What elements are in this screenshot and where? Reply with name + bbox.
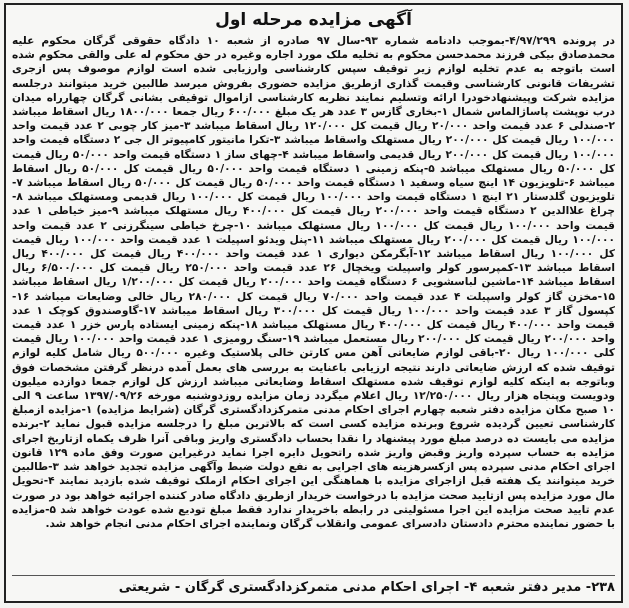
auction-notice: [4, 3, 623, 603]
notice-title: آگهی مزایده مرحله اول: [215, 10, 412, 30]
notice-body: در پرونده ۴/۹۷/۲۹۹-بموجب دادنامه شماره ۹۳-سال ۹۷ صادره از شعبه ۱۰ دادگاه حقوقی گرگان محکوم علیه محمدصادق بیکی فرزند محمدحسن محکوم به تخلیه ملک مورد اجاره وغیره در حق محکوم له علی والقی محکوم شده است باتوجه به عدم تخلیه لوازم زیر توقیف سپس کارشناسی وارزیابی شده است لوازم موصوف پس ازجری تشریفات قانونی کارشناسی وقیمت گذاری ازطریق مزایده حضوری بفروش میرسد طالبین خرید میتوانند درجلسه مزایده شرکت وپیشنهادخودرا ارائه وتسلیم نمایند نظربه کارشناسی ازاموال توقیفی بشانی گرگان چهارراه میدان درب نوپشت پاساژالماس شمال ۱-بخاری گازس ۳ عدد هر یک مبلغ ۶۰۰/۰۰۰ ریال جمعا ۱۸۰۰/۰۰۰ ریال اسقاط میباشد ۲-صندلی ۶ عدد قیمت واحد ۲۰/۰۰۰ ریال قیمت کل ۱۲۰/۰۰۰ ریال اسقاط میباشد ۳-میز کار چوبی ۲ عدد قیمت واحد ۱۰۰/۰۰۰ ریال قیمت کل ۲۰۰/۰۰۰ ریال مستهلک واسقاط میباشد ۳-تکرا مانیتور کامپیوتر ال جی ۲ دستگاه قیمت واحد ۱۰۰/۰۰۰ ریال قیمت کل ۲۰۰/۰۰۰ ریال قدیمی واسقاط میباشد ۴-چهای ساز ۱ دستگاه قیمت واحد ۵۰/۰۰۰ ریال قیمت کل ۵۰/۰۰۰ ریال مستهلک میباشد ۵-پنکه زمینی ۱ دستگاه قیمت واحد ۵۰/۰۰۰ ریال قیمت کل ۵۰/۰۰۰ ریال اسقاط میباشد ۶-تلویزیون ۱۴ اینچ سیاه وسفید ۱ دستگاه قیمت واحد ۵۰/۰۰۰ ریال قیمت کل ۵۰/۰۰۰ ریال اسقاط میباشد ۷-تلویزیون گلدستار ۲۱ اینچ ۱ دستگاه قیمت واحد ۱۰۰/۰۰۰ ریال قیمت کل ۱۰۰/۰۰۰ ریال قدیمی ومستهلک میباشد ۸-چراغ علاالدین ۲ دستگاه قیمت واحد ۲۰۰/۰۰۰ ریال قیمت کل ۴۰۰/۰۰۰ ریال مستهلک میباشد ۹-میز خیاطی ۱ عدد قیمت واحد ۱۰۰/۰۰۰ ریال قیمت کل ۱۰۰/۰۰۰ ریال مستهلک میباشد ۱۰-چرخ خیاطی سینگرزنی ۲ عدد قیمت واحد ۱۰۰/۰۰۰ ریال قیمت کل ۲۰۰/۰۰۰ ریال مستهلک میباشد ۱۱-پنل ویدئو اسپیلت ۱ عدد قیمت واحد ۱۰۰/۰۰۰ ریال قیمت کل ۱۰۰/۰۰۰ ریال اسقاط میباشد ۱۲-آبگرمکن دیواری ۱ عدد قیمت واحد ۴۰۰/۰۰۰ ریال قیمت کل ۴۰۰/۰۰۰ ریال اسقاط میباشد ۱۳-کمپرسور کولر واسپیلت ویخچال ۲۶ عدد قیمت واحد ۲۵۰/۰۰۰ ریال قیمت کل ۶/۵۰۰/۰۰۰ ریال اسقاط میباشد ۱۴-ماشین لباسشویی ۶ دستگاه قیمت واحد ۲۰۰/۰۰۰ ریال قیمت کل ۱/۲۰۰/۰۰۰ ریال اسقاط میباشد ۱۵-مخزن گاز کولر واسپیلت ۴ عدد قیمت واحد ۷۰/۰۰۰ ریال قیمت کل ۲۸۰/۰۰۰ ریال خالی وضایعات میباشد ۱۶-کپسول گاز ۳ عدد قیمت واحد ۱۰۰/۰۰۰ ریال قیمت کل ۳۰۰/۰۰۰ ریال اسقاط میباشد ۱۷-گاوصندوق کوچک ۱ عدد قیمت واحد ۴۰۰/۰۰۰ ریال قیمت کل ۴۰۰/۰۰۰ ریال مستهلک میباشد ۱۸-پنکه زمینی ایستاده پارس خزر ۱ عدد قیمت واحد ۲۰۰/۰۰۰ ریال قیمت کل ۲۰۰/۰۰۰ ریال مستعمل میباشد ۱۹-سنگ رومیزی ۱ عدد قیمت واحد ۱۰۰/۰۰۰ ریال قیمت کلی ۱۰۰/۰۰۰ ریال ۲۰-باقی لوازم ضایعاتی آهن مس کارتن خالی پلاستیک وغیره ۵۰۰/۰۰۰ ریال شامل کلیه لوازم توقیف شده که ارزش ضایعاتی دارند نتیجه ارزیابی باعنایت به بررسی های بعمل آمده درنظر گرفتن مشخصات فوق وباتوجه به اینکه کلیه لوازم توقیف شده مستهلک اسقاط وضایعاتی میباشد ارزش کل لوازم جمعا دوازده میلیون ودویست وپنجاه هزار ریال ۱۲/۲۵۰/۰۰۰ ریال اعلام میگردد زمان مزایده روزدوشنبه مورخه ۱۳۹۷/۰۹/۲۶ ساعت ۹ الی ۱۰ صبح مکان مزایده دفتر شعبه چهارم اجرای احکام مدنی متمرکزدادگستری گرگان (شرایط مزایده) ۱-مزایده ازمبلغ کارشناسی تعیین گردیده شروع وبرنده مزایده کسی است که بالاترین مبلغ را درجلسه مزایده قبول نماید ۲-برنده مزایده می بایست ده درصد مبلغ مورد پیشنهاد را نقدا بحساب دادگستری واریز وباقی آنرا ظرف یکماه ازتاریخ اجرای مزایده به حساب سپرده واریز وقبض واریز شده راتحویل دایره اجرا نماید درغیراین صورت وفق ماده ۱۲۹ قانون اجرای احکام مدنی سپرده پس ازکسرهزینه های اجرایی به نفع دولت ضبط وآگهی مزایده تجدید خواهد شد ۳-طالبین خرید میتوانند یک هفته قبل ازاجرای مزایده با هماهنگی این اجرای احکام ازملک توقیف شده بازدید نمایند ۴-تحویل مال مورد مزایده پس ازتایید صحت مزایده با درخواست خریدار ازطریق دادگاه صادر کننده اجرائیه خواهد بود در صورت عدم تایید صحت مزایده این اجرا مسئولیتی در رابطه باخریدار ندارد فقط مبلغ تودیع شده عودت خواهد شد ۵-مزایده با حضور نماینده محترم دادستان دادسرای عمومی وانقلاب گرگان ونماینده اجرای احکام مدنی انجام خواهد شد.: [12, 35, 615, 530]
notice-footer: ۲۳۸- مدیر دفتر شعبه ۴- اجرای احکام مدنی متمرکزدادگستری گرگان - شریعتی: [12, 575, 615, 597]
